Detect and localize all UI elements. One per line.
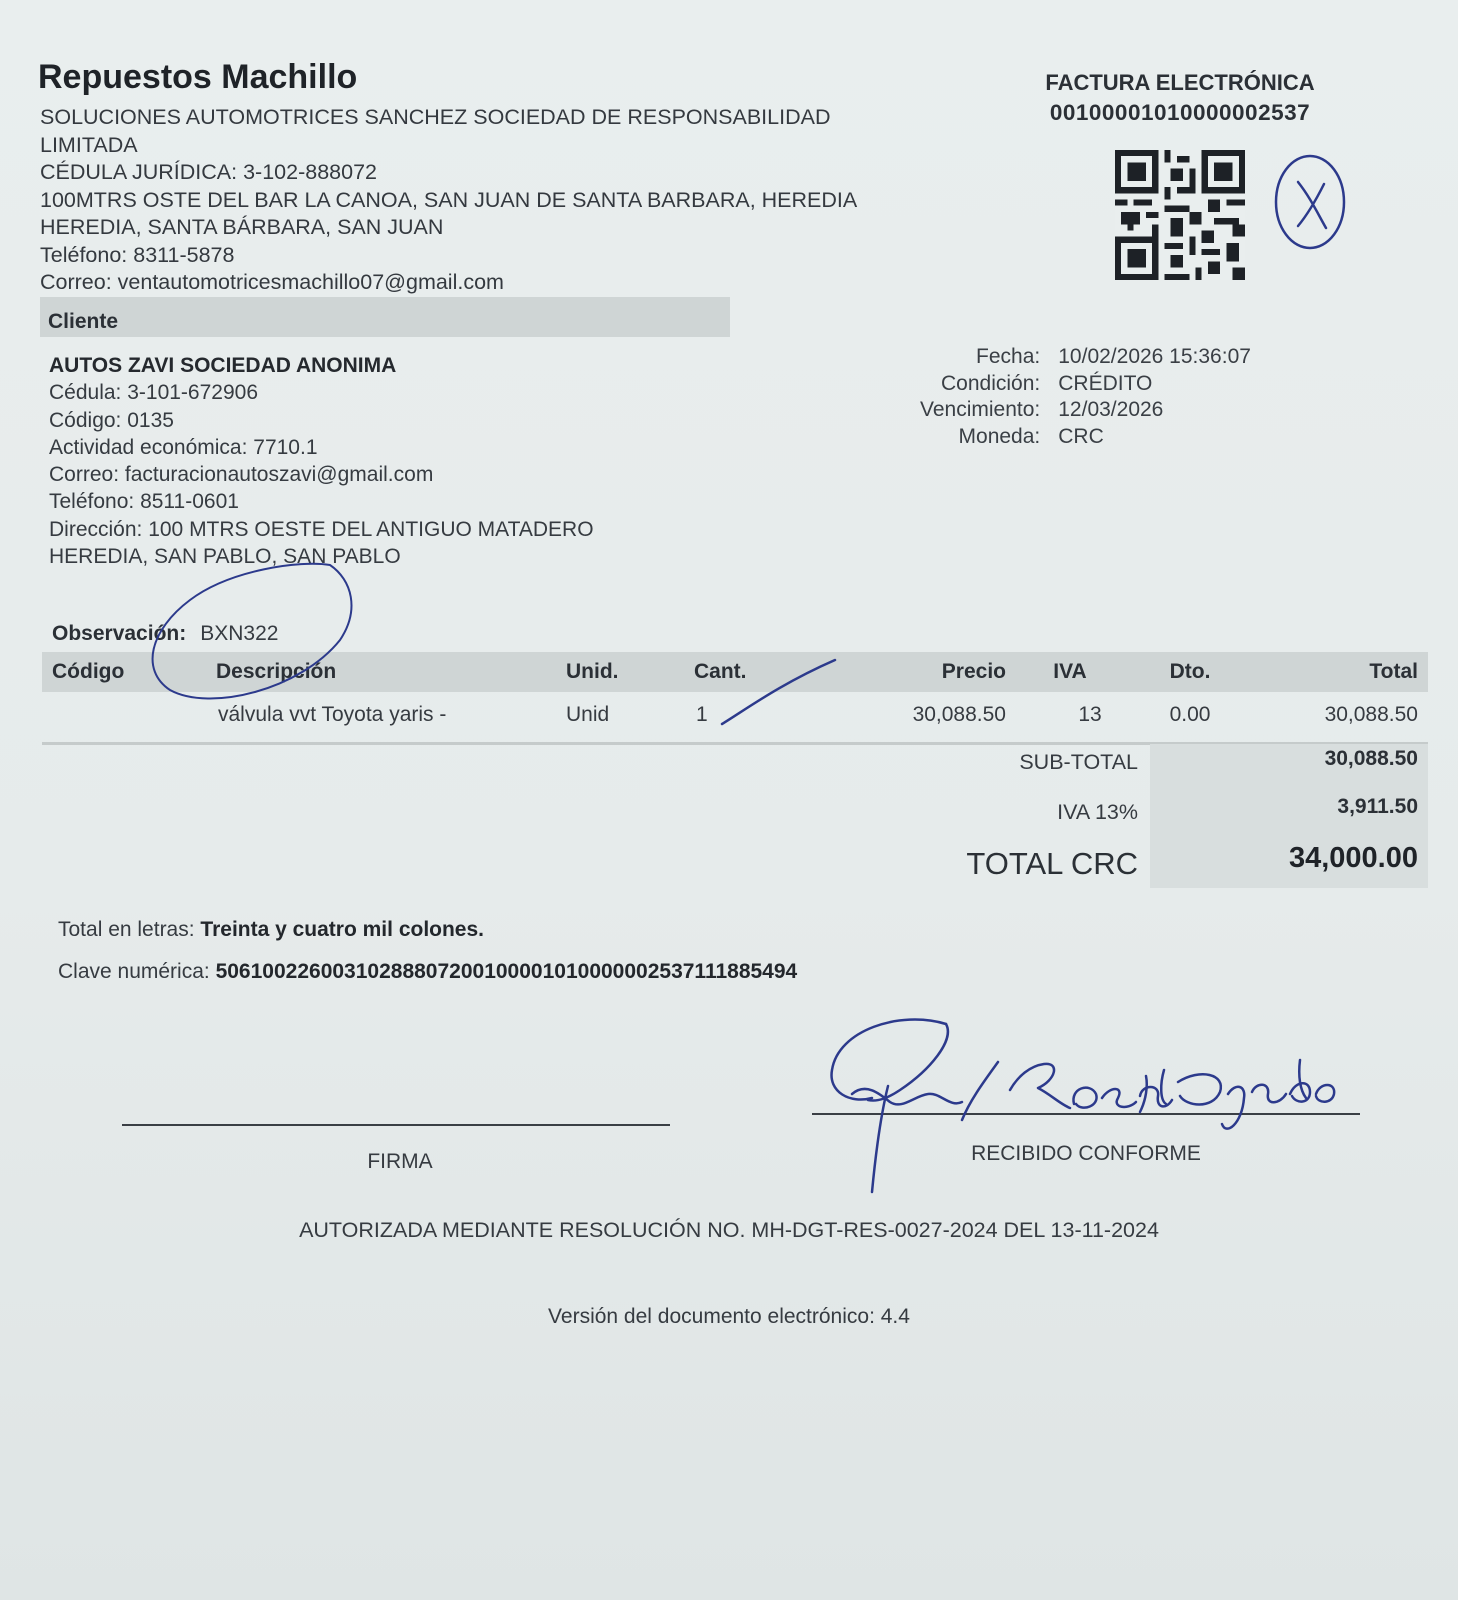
numeric-key xyxy=(58,960,797,984)
col-code-header: Código xyxy=(52,660,125,683)
col-vat-header: IVA xyxy=(1053,660,1087,683)
emitter-address-1: 100MTRS OSTE DEL BAR LA CANOA, SAN JUAN DE SANTA BARBARA, HEREDIA xyxy=(40,187,858,212)
invoice-meta xyxy=(920,344,1251,450)
handwritten-signature xyxy=(832,1020,1335,1192)
col-description-header: Descripción xyxy=(216,660,337,683)
due-label: Vencimiento: xyxy=(920,398,1041,421)
vat-value: 3,911.50 xyxy=(1337,795,1418,818)
emitter-legal-name-1: SOLUCIONES AUTOMOTRICES SANCHEZ SOCIEDAD DE RESPONSABILIDAD xyxy=(40,105,831,129)
row-price: 30,088.50 xyxy=(912,703,1006,726)
row-description: válvula vvt Toyota yaris - xyxy=(218,703,447,726)
client-code: Código: 0135 xyxy=(49,408,174,432)
row-qty: 1 xyxy=(696,703,708,726)
client-phone: Teléfono: 8511-0601 xyxy=(49,490,239,514)
vat-label: IVA 13% xyxy=(1057,800,1138,824)
observation-label: Observación: xyxy=(52,622,187,645)
client-activity: Actividad económica: 7710.1 xyxy=(49,435,318,459)
client-email: Correo: facturacionautoszavi@gmail.com xyxy=(49,463,434,487)
condition-value: CRÉDITO xyxy=(1058,371,1153,395)
date-label: Fecha: xyxy=(976,345,1041,368)
grand-total-label: TOTAL CRC xyxy=(966,846,1138,881)
client-section-bar xyxy=(40,297,730,337)
client-address-2: HEREDIA, SAN PABLO, SAN PABLO xyxy=(49,545,401,569)
currency-label: Moneda: xyxy=(958,424,1041,448)
emitter-phone: Teléfono: 8311-5878 xyxy=(40,242,235,267)
emitter-details xyxy=(40,104,940,297)
client-details xyxy=(49,352,749,570)
amount-in-words-label: Total en letras: xyxy=(58,918,195,941)
col-qty-header: Cant. xyxy=(694,660,747,683)
numeric-key-value: 50610022600310288807200100001010000002537111885494 xyxy=(215,960,798,983)
client-id: Cédula: 3-101-672906 xyxy=(49,381,258,405)
subtotal-value: 30,088.50 xyxy=(1324,747,1418,770)
amount-in-words xyxy=(58,918,484,942)
signature-line-right xyxy=(812,1113,1360,1115)
subtotal-label: SUB-TOTAL xyxy=(1019,750,1138,774)
date-value: 10/02/2026 15:36:07 xyxy=(1058,345,1251,368)
row-discount: 0.00 xyxy=(1169,703,1211,726)
emitter-id: CÉDULA JURÍDICA: 3-102-888072 xyxy=(40,160,377,184)
client-section-label: Cliente xyxy=(48,310,119,333)
authorization-text: AUTORIZADA MEDIANTE RESOLUCIÓN NO. MH-DGT-RES-0027-2024 DEL 13-11-2024 xyxy=(299,1218,1159,1242)
signature-label-left: FIRMA xyxy=(367,1150,433,1173)
col-price-header: Precio xyxy=(941,660,1006,683)
row-total: 30,088.50 xyxy=(1324,703,1418,726)
row-vat: 13 xyxy=(1078,703,1102,726)
col-total-header: Total xyxy=(1369,660,1418,683)
document-number: 00100001010000002537 xyxy=(1049,100,1311,125)
emitter-address-2: HEREDIA, SANTA BÁRBARA, SAN JUAN xyxy=(40,215,444,239)
circled-x-mark xyxy=(1270,152,1350,254)
due-value: 12/03/2026 xyxy=(1058,398,1164,421)
col-discount-header: Dto. xyxy=(1169,660,1211,683)
document-version: Versión del documento electrónico: 4.4 xyxy=(548,1305,910,1328)
grand-total-value: 34,000.00 xyxy=(1288,842,1418,874)
document-type: FACTURA ELECTRÓNICA xyxy=(1045,70,1315,95)
signature-line-left xyxy=(122,1124,670,1126)
condition-label: Condición: xyxy=(941,371,1041,395)
client-address-1: Dirección: 100 MTRS OESTE DEL ANTIGUO MATADERO xyxy=(49,517,594,541)
emitter-legal-name-2: LIMITADA xyxy=(40,132,138,157)
amount-in-words-value: Treinta y cuatro mil colones. xyxy=(200,918,485,941)
client-name: AUTOS ZAVI SOCIEDAD ANONIMA xyxy=(49,354,397,377)
observation xyxy=(52,622,278,646)
currency-value: CRC xyxy=(1058,424,1104,448)
col-unit-header: Unid. xyxy=(566,660,619,683)
row-unit: Unid xyxy=(566,703,610,726)
observation-value: BXN322 xyxy=(200,622,279,645)
qr-code-icon xyxy=(1112,150,1248,280)
company-trade-name: Repuestos Machillo xyxy=(38,58,358,96)
emitter-email: Correo: ventautomotricesmachillo07@gmail.com xyxy=(40,270,504,294)
numeric-key-label: Clave numérica: xyxy=(58,960,210,983)
signature-label-right: RECIBIDO CONFORME xyxy=(971,1142,1201,1165)
